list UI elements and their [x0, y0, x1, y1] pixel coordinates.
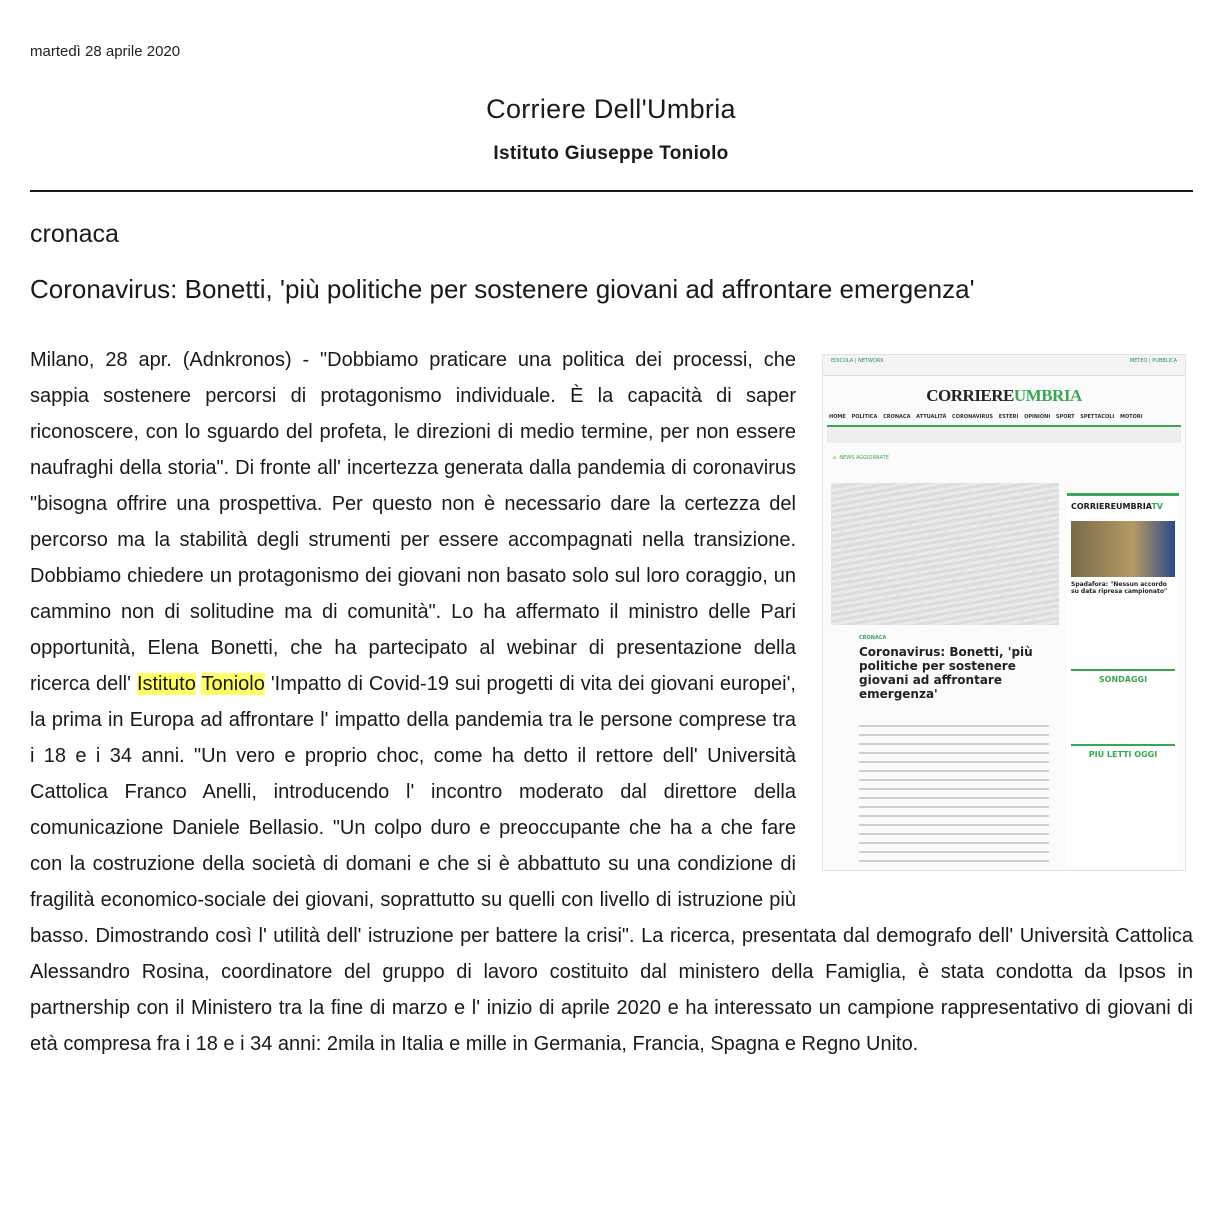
article-text-part1: Milano, 28 apr. (Adnkronos) - "Dobbiamo praticare una politica dei processi, che sappia sostenere percorsi di protagonismo individuale. È la capacità di saper riconoscere, con lo sguardo del profeta, le direzioni di medio termine, per non essere naufraghi della storia". Di fronte all' incertezza generata dalla pandemia di coronavirus "bisogna offrire una prospettiva. Per questo non è necessario dare la certezza del percorso ma la stabilità degli strumenti per essere accompagnati nella transizione. Dobbiamo chiedere un protagonismo dei giovani non basato solo sul loro coraggio, un cammino non di solitudine ma di comunità". Lo ha affermato il ministro delle Pari opportunità, Elena Bonetti, che ha partecipato al webinar di presentazione della ricerca dell' [30, 349, 796, 695]
thumb-piu-letti: PIÙ LETTI OGGI [1071, 744, 1175, 759]
highlight-toniolo: Toniolo [201, 673, 265, 695]
article-headline: Coronavirus: Bonetti, 'più politiche per sostenere giovani ad affrontare emergenza' [30, 274, 975, 304]
newspaper-name: Corriere Dell'Umbria [486, 94, 736, 124]
source-name: Istituto Giuseppe Toniolo [493, 143, 729, 164]
thumb-sondaggi: SONDAGGI [1071, 669, 1175, 684]
masthead [0, 94, 1222, 165]
article-screenshot-image [822, 354, 1186, 871]
publication-date: martedì 28 aprile 2020 [30, 43, 181, 60]
thumb-title: Coronavirus: Bonetti, 'più politiche per sostenere giovani ad affrontare emergenza' [859, 645, 1033, 701]
thumb-body-text [859, 725, 1049, 865]
thumb-category: CRONACA [859, 635, 887, 641]
thumb-topbar: EDICOLA | NETWORK METEO | PUBBLICA [823, 355, 1185, 376]
thumb-newspaper-photo [831, 483, 1059, 625]
thumb-sidebar [1067, 493, 1179, 866]
article-body [30, 342, 1193, 1062]
thumb-video-still [1071, 521, 1175, 577]
highlight-istituto: Istituto [136, 673, 196, 695]
header-divider [30, 190, 1193, 192]
section-label: cronaca [30, 220, 119, 248]
article-text-part2: 'Impatto di Covid-19 sui progetti di vita dei giovani europei', la prima in Europa ad affrontare l' impatto della pandemia tra le persone comprese tra i 18 e i 34 anni. "Un vero e proprio choc, come ha detto il rettore dell' Università Cattolica Franco Anelli, introducendo l' incontro moderato dal direttore della comunicazione Daniele Bellasio. "Un colpo duro e preoccupante che ha a che fare con la costruzione della società di domani e che si è abbattuto su una condizione di fragilità economico-sociale dei giovani, soprattutto su quelli con livello di istruzione più basso. Dimostrando così l' utilità dell' istruzione per battere la crisi". La ricerca, presentata dal demografo dell' Università Cattolica Alessandro Rosina, coordinatore del gruppo di lavoro costituito dal ministero della Famiglia, è stata condotta da Ipsos in partnership con il Ministero tra la fine di marzo e l' inizio di aprile 2020 e ha interessato un campione rappresentativo di giovani di età compresa fra i 18 e i 34 anni: 2mila in Italia e mille in Germania, Francia, Spagna e Regno Unito. [30, 673, 1193, 1055]
thumb-tv-logo: CORRIEREUMBRIATV [1071, 502, 1163, 511]
thumb-subnav [827, 425, 1181, 443]
thumb-nav: HOME POLITICA CRONACA ATTUALITÀ CORONAVIRUS ESTERI OPINIONI SPORT SPETTACOLI MOTORI [829, 414, 1143, 420]
thumb-logo: CORRIEREUMBRIA [926, 386, 1082, 405]
thumb-video-caption: Spadafora: "Nessun accordo su data ripresa campionato" [1071, 581, 1168, 595]
thumb-breadcrumb: ⌂ NEWS AGGIORNATE [833, 455, 889, 461]
